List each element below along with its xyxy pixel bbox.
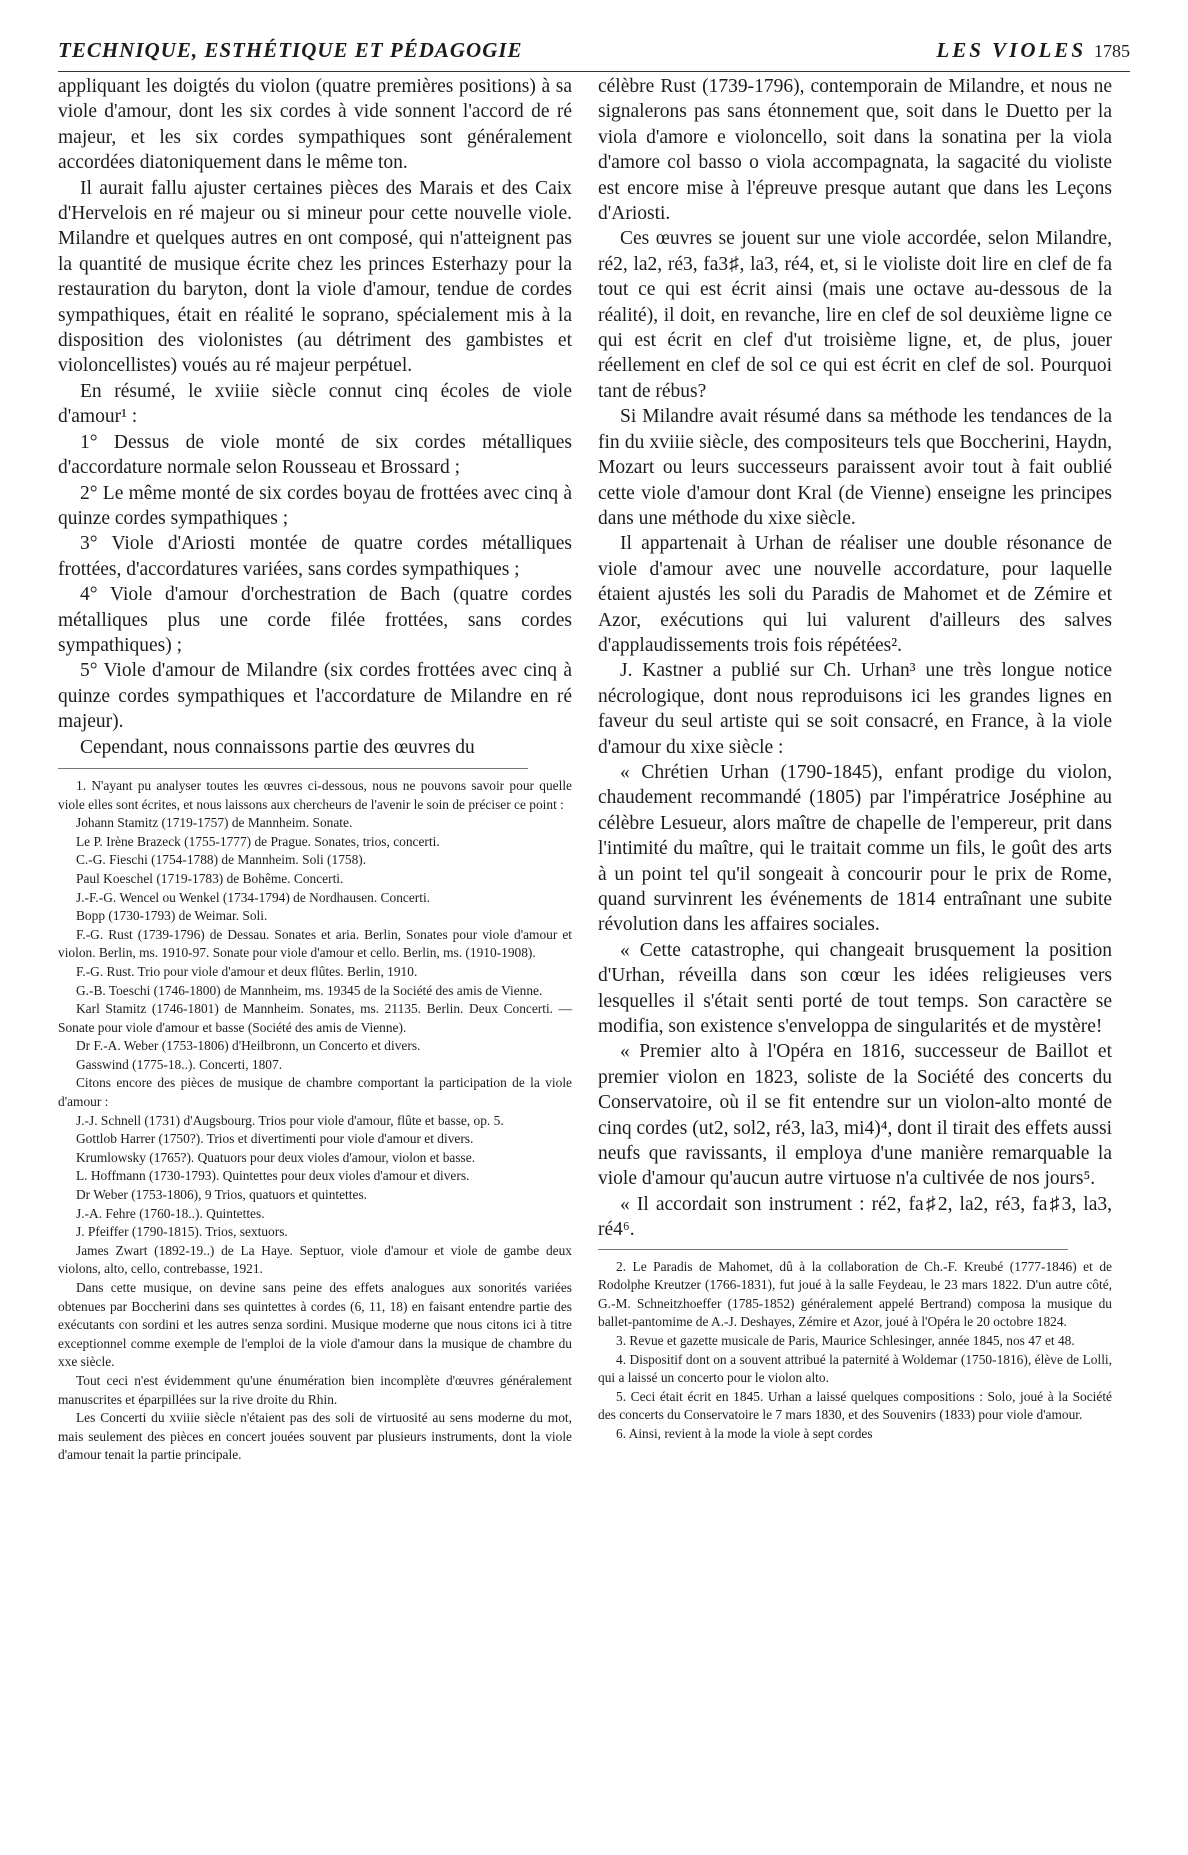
footnote: 3. Revue et gazette musicale de Paris, Maurice Schlesinger, année 1845, nos 47 et 48.	[616, 1333, 1075, 1349]
paragraph: Il aurait fallu ajuster certaines pièces des Marais et des Caix d'Hervelois en ré majeur ou si mineur pour cette nouvelle viole. Milandre et quelques autres en ont composé, qui n'atteignent pas la quantité de musique écrite chez les princes Esterhazy pour la restauration du baryton, dont la viole d'amour, tendue de cordes sympathiques, était en réalité le soprano, spécialement mis à la disposition des violonistes (au détriment des gambistes et violoncellistes) voués au ré majeur perpétuel.	[58, 177, 572, 377]
quote-paragraph: « Cette catastrophe, qui changeait brusquement la position d'Urhan, réveilla dans son cœur les idées religieuses vers lesquelles il s'était senti porté de tout temps. Son caractère se modifia, son existence s'enveloppa de singularités et de mystère!	[598, 939, 1112, 1038]
footnote: 4. Dispositif dont on a souvent attribué la paternité à Woldemar (1750-1816), élève de Lolli, qui a laissé un concerto pour le violon alto.	[598, 1351, 1112, 1386]
paragraph: J. Kastner a publié sur Ch. Urhan³ une très longue notice nécrologique, dont nous reproduisons ici les grandes lignes en faveur du seul artiste qui se soit consacré, en France, à la viole d'amour du xixe siècle :	[598, 660, 1112, 758]
list-item: 1° Dessus de viole monté de six cordes métalliques d'accordature normale selon Rousseau et Brossard ;	[58, 431, 572, 479]
right-main-text	[598, 74, 1112, 1243]
footnote-line: Karl Stamitz (1746-1801) de Mannheim. Sonates, ms. 21135. Berlin. Deux Concerti. — Sonate pour viole d'amour et basse (Société des amis de Vienne).	[58, 1001, 572, 1035]
footnote: 6. Ainsi, revient à la mode la viole à sept cordes	[616, 1426, 873, 1442]
footnote-line: Johann Stamitz (1719-1757) de Mannheim. Sonate.	[76, 815, 353, 831]
running-title: TECHNIQUE, ESTHÉTIQUE ET PÉDAGOGIE	[58, 38, 523, 62]
header-rule	[58, 71, 1130, 72]
footnote-line: Gasswind (1775-18..). Concerti, 1807.	[76, 1056, 283, 1072]
footnote: 5. Ceci était écrit en 1845. Urhan a laissé quelques compositions : Solo, joué à la Société des concerts du Conservatoire le 7 mars 1830, et des Souvenirs (1833) pour viole d'amour.	[598, 1388, 1112, 1423]
footnote-line: Dr F.-A. Weber (1753-1806) d'Heilbronn, un Concerto et divers.	[76, 1038, 421, 1054]
footnote-line: C.-G. Fieschi (1754-1788) de Mannheim. Soli (1758).	[76, 852, 367, 868]
quote-paragraph: « Il accordait son instrument : ré2, fa♯2, la2, ré3, fa♯3, la3, ré4⁶.	[598, 1193, 1112, 1241]
right-footnotes	[598, 1258, 1112, 1444]
left-main-text	[58, 74, 572, 760]
left-column	[58, 74, 572, 1465]
footnote: 2. Le Paradis de Mahomet, dû à la collaboration de Ch.-F. Kreubé (1777-1846) et de Rodolphe Kreutzer (1766-1831), fut joué à la salle Feydeau, le 23 mars 1822. D'un autre côté, G.-M. Schneitzhoeffer (1785-1852) généralement appelé Bertrand) composa la musique du ballet-pantomime de A.-J. Deshayes, Zémire et Azor, joué à l'Opéra le 20 octobre 1824.	[598, 1258, 1112, 1330]
section-title: LES VIOLES	[936, 38, 1086, 62]
paragraph: célèbre Rust (1739-1796), contemporain de Milandre, et nous ne signalerons pas sans étonnement que, soit dans le Duetto per la viola d'amore e violoncello, soit dans la sonatina per la viola d'amore col basso o viola accompagnata, la sagacité du violiste est encore mise à l'épreuve presque autant que dans les Leçons d'Ariosti.	[598, 76, 1112, 225]
footnote-separator	[58, 768, 528, 769]
footnote: 1. N'ayant pu analyser toutes les œuvres ci-dessous, nous ne pouvons savoir pour quelle viole elles sont écrites, et nous laissons aux chercheurs de l'avenir le soin de préciser ce point :	[58, 777, 572, 812]
footnote-line: F.-G. Rust. Trio pour viole d'amour et deux flûtes. Berlin, 1910.	[76, 963, 418, 979]
footnote-line: Krumlowsky (1765?). Quatuors pour deux violes d'amour, violon et basse.	[76, 1149, 476, 1165]
list-item: 3° Viole d'Ariosti montée de quatre cordes métalliques frottées, d'accordatures variées, sans cordes sympathiques ;	[58, 533, 572, 580]
quote-paragraph: « Chrétien Urhan (1790-1845), enfant prodige du violon, chaudement recommandé (1805) par l'impératrice Joséphine au célèbre Lesueur, alors maître de chapelle de l'empereur, prit dans l'intimité du maître, qui le traitait comme un fils, le goût des arts à un point tel qu'il songeait à concourir pour le prix de Rome, quand survinrent les événements de 1814 entraînant une subite révolution dans les affaires sociales.	[598, 761, 1112, 936]
footnote-line: Le P. Irène Brazeck (1755-1777) de Prague. Sonates, trios, concerti.	[76, 833, 440, 849]
paragraph: En résumé, le xviiie siècle connut cinq écoles de viole d'amour¹ :	[58, 380, 572, 428]
footnote-line: J.-A. Fehre (1760-18..). Quintettes.	[76, 1205, 265, 1221]
page-header	[58, 38, 1130, 66]
footnote-line: Paul Koeschel (1719-1783) de Bohême. Concerti.	[76, 870, 344, 886]
footnote-line: J.-J. Schnell (1731) d'Augsbourg. Trios pour viole d'amour, flûte et basse, op. 5.	[76, 1112, 504, 1128]
page-number: 1785	[1094, 41, 1130, 61]
paragraph: Cependant, nous connaissons partie des œuvres du	[80, 736, 475, 758]
footnote-line: Dans cette musique, on devine sans peine des effets analogues aux sonorités variées obtenues par Boccherini dans ses quintettes à cordes (6, 11, 18) en faisant entendre partie des exécutants con sordini et les autres senza sordini. Musique moderne que nous citons ici à titre exceptionnel comme exemple de l'emploi de la viole d'amour dans la musique de chambre du xxe siècle.	[58, 1280, 572, 1370]
footnote-line: L. Hoffmann (1730-1793). Quintettes pour deux violes d'amour et divers.	[76, 1168, 470, 1184]
paragraph: appliquant les doigtés du violon (quatre premières positions) à sa viole d'amour, dont les six cordes à vide sonnent l'accord de ré majeur, et les six cordes sympathiques sont généralement accordées diatoniquement dans le même ton.	[58, 76, 572, 174]
footnote-separator	[598, 1249, 1068, 1250]
list-item: 5° Viole d'amour de Milandre (six cordes frottées avec cinq à quinze cordes sympathiques et l'accordature de Milandre en ré majeur).	[58, 660, 572, 733]
footnote-line: Les Concerti du xviiie siècle n'étaient pas des soli de virtuosité au sens moderne du mot, mais seulement des pièces en concert jouées souvent par plusieurs instruments, dont la viole d'amour tenait la partie principale.	[58, 1410, 572, 1463]
footnote-line: Gottlob Harrer (1750?). Trios et divertimenti pour viole d'amour et divers.	[76, 1131, 474, 1147]
paragraph: Il appartenait à Urhan de réaliser une double résonance de viole d'amour avec une nouvelle accordature, pour laquelle étaient ajustés les soli du Paradis de Mahomet et de Zémire et Azor, exécutions qui lui valurent d'ailleurs des salves d'applaudissements trois fois répétées².	[598, 533, 1112, 656]
footnote-line: J.-F.-G. Wencel ou Wenkel (1734-1794) de Nordhausen. Concerti.	[76, 889, 431, 905]
footnote-line: Tout ceci n'est évidemment qu'une énumération bien incomplète d'œuvres généralement manuscrites et éparpillées sur la rive droite du Rhin.	[58, 1372, 572, 1407]
section-title-block	[936, 38, 1130, 63]
footnote-line: Citons encore des pièces de musique de chambre comportant la participation de la viole d'amour :	[58, 1075, 572, 1110]
footnote-line: G.-B. Toeschi (1746-1800) de Mannheim, ms. 19345 de la Société des amis de Vienne.	[76, 982, 543, 998]
footnote-line: F.-G. Rust (1739-1796) de Dessau. Sonates et aria. Berlin, Sonates pour viole d'amour et violon. Berlin, ms. 1910-97. Sonate pour viole d'amour et cello. Berlin, ms. (1910-1908).	[58, 926, 572, 961]
paragraph: Si Milandre avait résumé dans sa méthode les tendances de la fin du xviiie siècle, des compositeurs tels que Boccherini, Haydn, Mozart ou leurs successeurs paraissent avoir tout à fait oublié cette viole d'amour dont Kral (de Vienne) enseigne les principes dans une méthode du xixe siècle.	[598, 406, 1112, 529]
footnote-line: Dr Weber (1753-1806), 9 Trios, quatuors et quintettes.	[76, 1187, 368, 1203]
right-column	[598, 74, 1112, 1444]
footnote-line: James Zwart (1892-19..) de La Haye. Septuor, viole d'amour et viole de gambe deux violons, alto, cello, contrebasse, 1921.	[58, 1242, 572, 1277]
quote-paragraph: « Premier alto à l'Opéra en 1816, successeur de Baillot et premier violon en 1823, soliste de la Société des concerts du Conservatoire, où il se fit entendre sur un violon-alto monté de cinq cordes (ut2, sol2, ré3, la3, mi4)⁴, dont il tirait des effets aussi neufs que ravissants, il employa d'une manière remarquable la viole d'amour qu'aucun autre virtuose n'a cultivée de nos jours⁵.	[598, 1041, 1112, 1190]
footnote-line: J. Pfeiffer (1790-1815). Trios, sextuors.	[76, 1224, 288, 1240]
list-item: 2° Le même monté de six cordes boyau de frottées avec cinq à quinze cordes sympathiques ;	[58, 482, 572, 529]
footnote-line: Bopp (1730-1793) de Weimar. Soli.	[76, 908, 268, 924]
left-footnotes	[58, 777, 572, 1465]
list-item: 4° Viole d'amour d'orchestration de Bach (quatre cordes métalliques plus une corde filée frottées, sans cordes sympathiques) ;	[58, 584, 572, 656]
paragraph: Ces œuvres se jouent sur une viole accordée, selon Milandre, ré2, la2, ré3, fa3♯, la3, ré4, et, si le violiste doit lire en clef de fa tout ce qui est écrit ainsi (mais une octave au-dessous de la réalité), il doit, en revanche, lire en clef de sol deuxième ligne ce qui est écrit en clef d'ut troisième ligne, et, de plus, jouer réellement en clef de sol ce qui est écrit en clef de sol. Pourquoi tant de rébus?	[598, 228, 1112, 402]
